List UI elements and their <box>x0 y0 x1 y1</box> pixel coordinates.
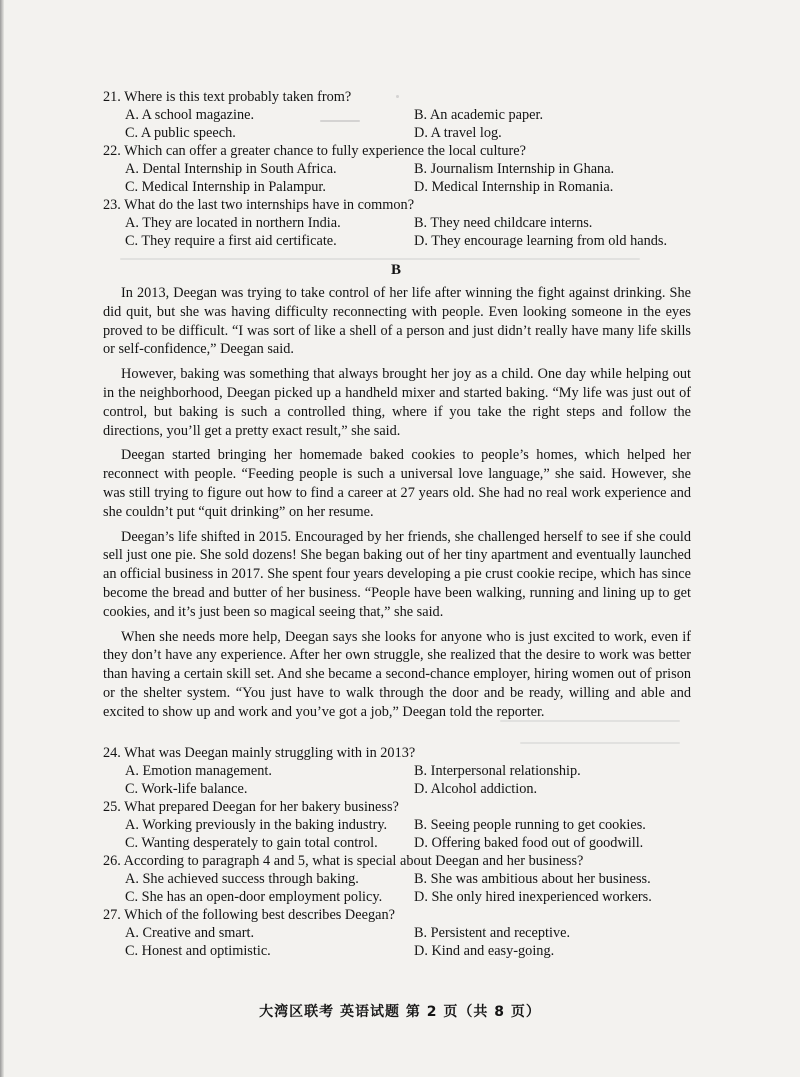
option-row <box>103 762 703 780</box>
question-stem: 24. What was Deegan mainly struggling with in 2013? <box>103 745 416 761</box>
option-b: B. Seeing people running to get cookies. <box>414 817 646 833</box>
option-a: A. Emotion management. <box>125 763 272 779</box>
option-b: B. Interpersonal relationship. <box>414 763 581 779</box>
option-b: B. An academic paper. <box>414 107 544 123</box>
option-c: C. Work-life balance. <box>125 781 248 797</box>
questions-24-27 <box>103 744 703 960</box>
option-a: A. She achieved success through baking. <box>125 871 359 887</box>
question-stem: 22. Which can offer a greater chance to fully experience the local culture? <box>103 143 526 159</box>
option-row <box>103 942 703 960</box>
option-c: C. A public speech. <box>125 125 236 141</box>
reading-passage <box>103 284 691 728</box>
option-a: A. Dental Internship in South Africa. <box>125 161 337 177</box>
question-stem: 25. What prepared Deegan for her bakery business? <box>103 799 399 815</box>
option-row <box>103 124 703 142</box>
question-26 <box>103 852 703 906</box>
question-21 <box>103 88 703 142</box>
passage-paragraph: However, baking was something that always brought her joy as a child. One day while helping out in the neighborhood, Deegan picked up a handheld mixer and started baking. “My life was just out of control, but baking is such a controlled thing, where if you take the right steps and follow the directions, you’ll get a pretty exact result,” she said. <box>103 366 691 439</box>
question-24 <box>103 744 703 798</box>
option-d: D. Kind and easy-going. <box>414 943 555 959</box>
option-a: A. A school magazine. <box>125 107 255 123</box>
option-d: D. Medical Internship in Romania. <box>414 179 614 195</box>
question-stem: 27. Which of the following best describes Deegan? <box>103 907 395 923</box>
option-b: B. Persistent and receptive. <box>414 925 571 941</box>
question-23 <box>103 196 703 250</box>
option-row <box>103 816 703 834</box>
option-c: C. They require a first aid certificate. <box>125 233 337 249</box>
scan-edge <box>0 0 4 1077</box>
option-d: D. A travel log. <box>414 125 502 141</box>
option-a: A. Creative and smart. <box>125 925 255 941</box>
option-d: D. They encourage learning from old hands. <box>414 233 668 249</box>
option-c: C. Wanting desperately to gain total control. <box>125 835 378 851</box>
question-25 <box>103 798 703 852</box>
option-b: B. They need childcare interns. <box>414 215 593 231</box>
option-d: D. Alcohol addiction. <box>414 781 538 797</box>
option-b: B. Journalism Internship in Ghana. <box>414 161 615 177</box>
option-row <box>103 106 703 124</box>
question-27 <box>103 906 703 960</box>
option-a: A. They are located in northern India. <box>125 215 341 231</box>
option-row <box>103 780 703 798</box>
page-footer: 大湾区联考 英语试题 第 2 页（共 8 页） <box>259 1004 541 1020</box>
question-22 <box>103 142 703 196</box>
option-row <box>103 870 703 888</box>
question-stem: 23. What do the last two internships have in common? <box>103 197 415 213</box>
passage-paragraph: When she needs more help, Deegan says she looks for anyone who is just excited to work, even if they don’t have any experience. After her own struggle, she realized that the desire to work was better than having a certain skill set. And she became a second-chance employer, hiring women out of prison or the shelter system. “You just have to walk through the door and be ready, willing and able and excited to show up and work and you’ve got a job,” Deegan told the reporter. <box>103 628 691 720</box>
option-row <box>103 232 703 250</box>
option-row <box>103 834 703 852</box>
option-row <box>103 160 703 178</box>
option-c: C. Honest and optimistic. <box>125 943 271 959</box>
option-d: D. Offering baked food out of goodwill. <box>414 835 644 851</box>
option-row <box>103 214 703 232</box>
option-d: D. She only hired inexperienced workers. <box>414 889 652 905</box>
option-row <box>103 924 703 942</box>
question-stem: 21. Where is this text probably taken from? <box>103 89 352 105</box>
passage-paragraph: In 2013, Deegan was trying to take control of her life after winning the fight against drinking. She did quit, but she was having difficulty reconnecting with people. Even looking someone in the eyes proved to be difficult. “I was sort of like a shell of a person and just didn’t really have many life skills or self-confidence,” Deegan said. <box>103 285 691 358</box>
passage-paragraph: Deegan started bringing her homemade baked cookies to people’s homes, which helped her reconnect with people. “Feeding people is such a universal love language,” she said. However, she was still trying to figure out how to find a career at 27 years old. She had no real work experience and she couldn’t put “quit drinking” on her resume. <box>103 447 691 520</box>
option-c: C. She has an open-door employment policy. <box>125 889 383 905</box>
scan-speck <box>120 258 640 260</box>
option-a: A. Working previously in the baking industry. <box>125 817 388 833</box>
section-heading: B <box>391 262 402 278</box>
option-c: C. Medical Internship in Palampur. <box>125 179 326 195</box>
option-b: B. She was ambitious about her business. <box>414 871 651 887</box>
option-row <box>103 178 703 196</box>
questions-21-23 <box>103 88 703 250</box>
option-row <box>103 888 703 906</box>
question-stem: 26. According to paragraph 4 and 5, what is special about Deegan and her business? <box>103 853 584 869</box>
passage-paragraph: Deegan’s life shifted in 2015. Encouraged by her friends, she challenged herself to see if she could sell just one pie. She sold dozens! She began baking out of her tiny apartment and eventually launched an official business in 2017. She spent four years developing a pie crust cookie recipe, which has since become the bread and butter of her business. “People have been walking, running and lining up to get cookies, and it’s just been so magical seeing that,” she said. <box>103 528 691 620</box>
